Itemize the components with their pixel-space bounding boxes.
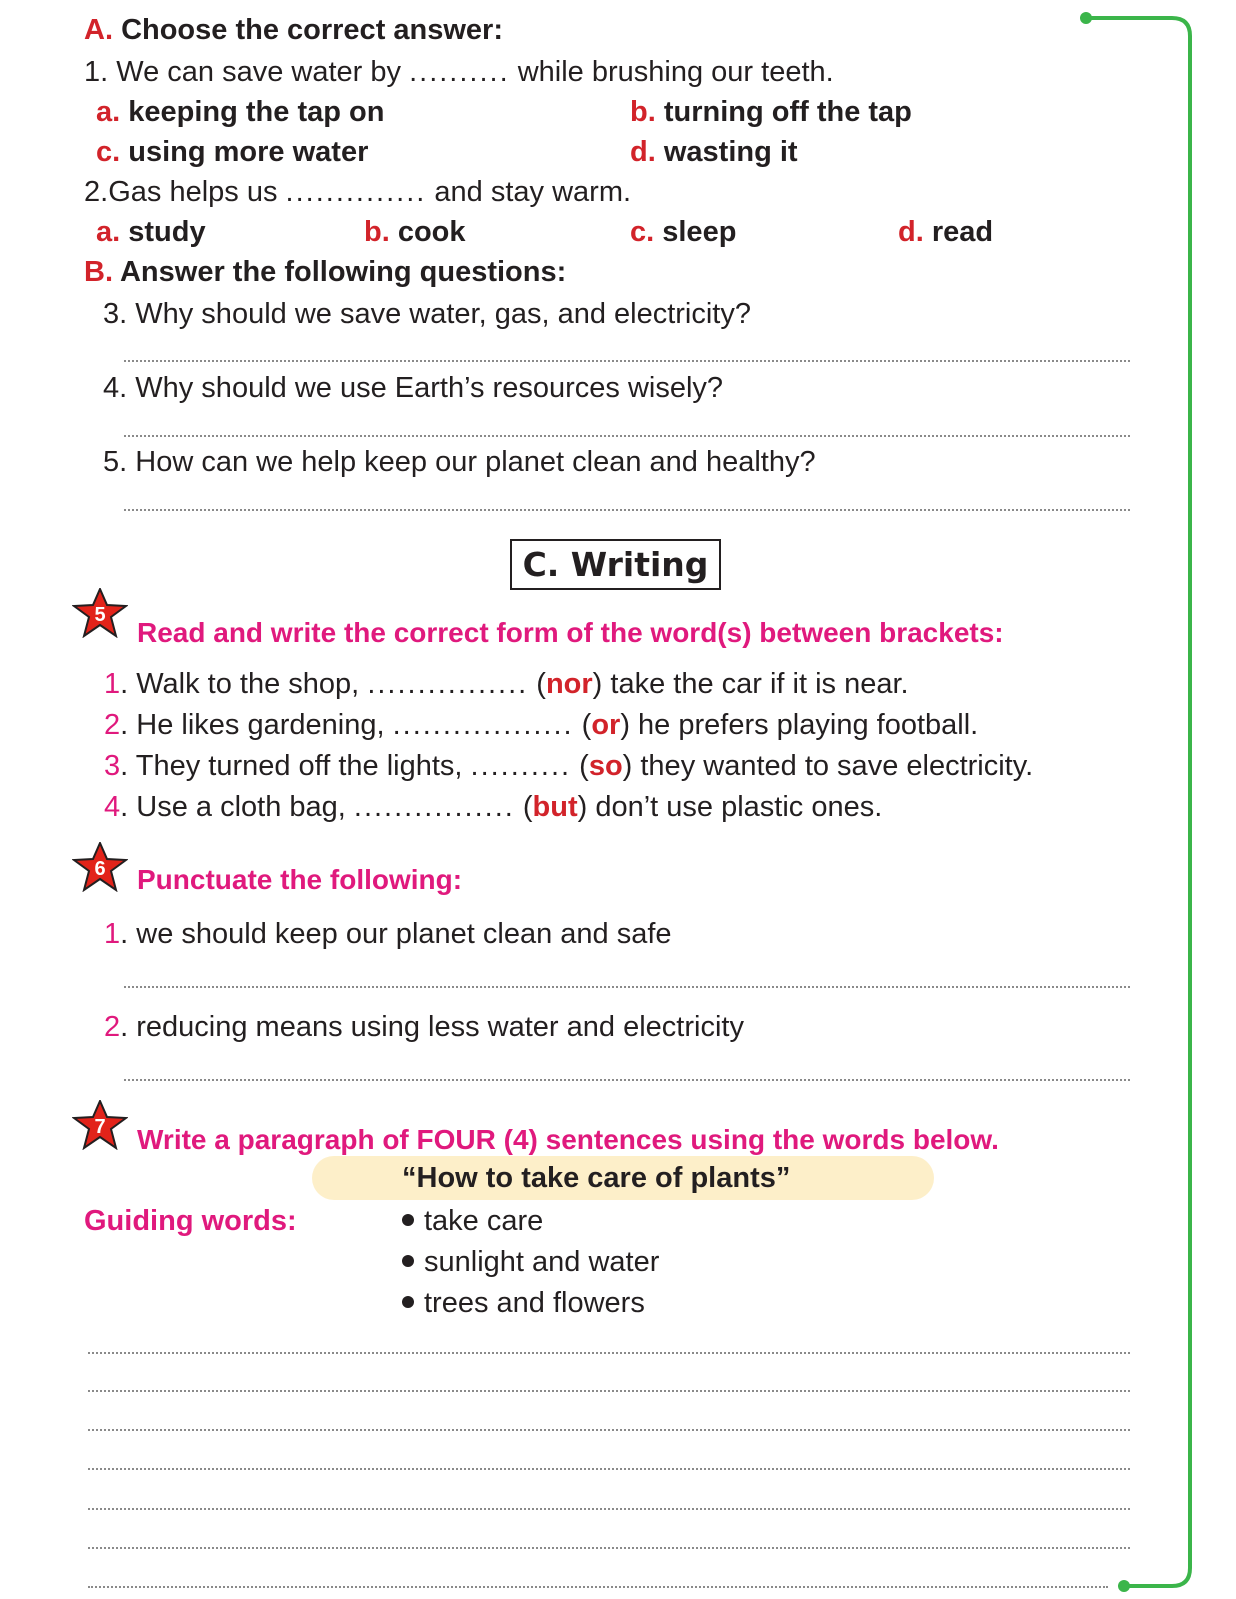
ex5-item-4: 4. Use a cloth bag, ................ (but) don’t use plastic ones. [104,791,883,823]
item-text: they wanted to save electricity. [640,750,1034,782]
option-2c[interactable] [630,216,736,249]
answer-blank[interactable]: .......... [409,56,510,88]
ex5-item-2: 2. He likes gardening, .................. (or) he prefers playing football. [104,709,979,741]
answer-line[interactable] [124,360,1130,362]
guiding-word-text: take care [424,1205,544,1237]
writing-line[interactable] [88,1586,1108,1588]
option-2a[interactable] [96,216,206,249]
writing-line[interactable] [88,1468,1130,1470]
option-letter: a. [96,96,121,128]
section-a-title: Choose the correct answer: [121,14,504,46]
option-letter: a. [96,216,121,248]
option-text: using more water [128,136,369,168]
bullet-icon [402,1214,414,1226]
answer-blank[interactable]: .................. [392,709,574,741]
question-text: while brushing our teeth. [517,56,834,88]
answer-blank[interactable]: ................ [353,791,515,823]
question-text: . Why should we use Earth’s resources wisely? [119,372,724,404]
item-number: 1 [104,918,121,950]
option-text: turning off the tap [663,96,912,128]
exercise-badge-5-icon [72,588,128,638]
question-4 [103,372,723,405]
writing-line[interactable] [88,1390,1130,1392]
ex5-item-1: 1. Walk to the shop, ................ (nor) take the car if it is near. [104,668,909,700]
bullet-icon [402,1296,414,1308]
option-text: study [128,216,206,248]
bullet-icon [402,1255,414,1267]
answer-blank[interactable]: .......... [470,750,572,782]
item-text: . Use a cloth bag, [120,791,346,823]
bracket-word: but [532,791,578,823]
bracket-word: nor [545,668,593,700]
badge-number: 6 [94,858,106,880]
option-letter: b. [364,216,390,248]
writing-section-title: C. Writing [510,539,721,590]
answer-line[interactable] [124,986,1130,988]
ex6-item-1 [104,918,672,951]
bracket-word: so [588,750,623,782]
question-text: .Gas helps us [100,176,278,208]
option-letter: d. [898,216,924,248]
item-number: 2 [104,1011,121,1043]
option-text: read [931,216,994,248]
question-text: . How can we help keep our planet clean and healthy? [119,446,816,478]
option-letter: b. [630,96,656,128]
item-text: . Walk to the shop, [120,668,360,700]
item-number: 1 [104,668,121,700]
item-number: 4 [104,791,121,823]
answer-line[interactable] [124,435,1130,437]
section-b-letter: B. [84,256,113,288]
paragraph-topic: “How to take care of plants” [402,1162,791,1194]
option-2b[interactable] [364,216,466,249]
writing-line[interactable] [88,1352,1130,1354]
item-number: 2 [104,709,121,741]
item-text: . He likes gardening, [120,709,385,741]
option-text: wasting it [663,136,798,168]
answer-line[interactable] [124,1079,1130,1081]
answer-blank[interactable]: ................ [367,668,529,700]
writing-line[interactable] [88,1508,1130,1510]
item-text: don’t use plastic ones. [595,791,883,823]
guiding-words-label: Guiding words: [84,1205,297,1237]
exercise-7-instruction: Write a paragraph of FOUR (4) sentences using the words below. [137,1124,999,1155]
option-1c[interactable] [96,136,368,169]
question-text: . We can save water by [100,56,402,88]
item-text: take the car if it is near. [610,668,909,700]
question-text: . Why should we save water, gas, and electricity? [119,298,751,330]
option-1a[interactable] [96,96,384,129]
option-2d[interactable] [898,216,993,249]
item-text: he prefers playing football. [638,709,979,741]
question-text: and stay warm. [434,176,632,208]
section-a-heading [84,14,503,47]
question-5 [103,446,816,479]
item-text: . reducing means using less water and electricity [120,1011,744,1043]
exercise-6-instruction: Punctuate the following: [137,864,463,895]
section-b-title: Answer the following questions: [119,256,567,288]
exercise-badge-7-icon [72,1100,128,1150]
exercise-5-instruction: Read and write the correct form of the word(s) between brackets: [137,617,1004,648]
option-text: cook [397,216,466,248]
answer-line[interactable] [124,509,1130,511]
exercise-badge-6-icon [72,842,128,892]
guiding-word [402,1205,543,1238]
option-1d[interactable] [630,136,798,169]
section-b-heading [84,256,566,289]
badge-number: 7 [94,1116,106,1138]
option-letter: c. [630,216,655,248]
option-letter: c. [96,136,121,168]
bracket-word: or [591,709,621,741]
writing-line[interactable] [88,1429,1130,1431]
guiding-word-text: trees and flowers [424,1287,645,1319]
question-number: 2 [84,176,101,208]
guiding-word [402,1246,659,1279]
answer-blank[interactable]: .............. [285,176,427,208]
section-a-letter: A. [84,14,113,46]
question-number: 3 [103,298,120,330]
item-number: 3 [104,750,121,782]
item-text: . we should keep our planet clean and safe [120,918,672,950]
guiding-word-text: sunlight and water [424,1246,660,1278]
question-number: 4 [103,372,120,404]
ex5-item-3: 3. They turned off the lights, .......... (so) they wanted to save electricity. [104,750,1034,782]
guiding-word [402,1287,645,1320]
question-number: 5 [103,446,120,478]
question-2 [84,176,631,209]
question-3 [103,298,751,331]
ex6-item-2 [104,1011,744,1044]
badge-number: 5 [94,604,106,626]
option-text: sleep [662,216,737,248]
item-text: . They turned off the lights, [120,750,463,782]
option-letter: d. [630,136,656,168]
option-1b[interactable] [630,96,912,129]
option-text: keeping the tap on [128,96,385,128]
question-number: 1 [84,56,101,88]
writing-line[interactable] [88,1547,1130,1549]
question-1 [84,56,834,89]
